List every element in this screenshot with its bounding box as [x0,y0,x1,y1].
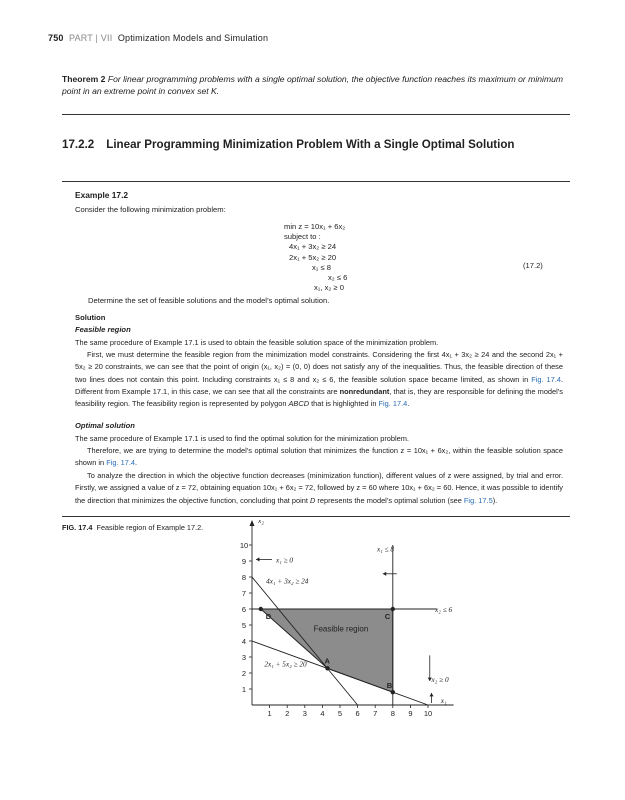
vertex-label-b: B [386,681,393,691]
arrow-x1-upper-head [383,572,386,576]
label-x1-upper: x₁ ≤ 8 [376,544,395,554]
optimal-paragraph-2 [75,445,563,470]
equation-number: (17.2) [523,261,543,270]
polygon-name: ABCD [288,399,310,409]
optimal-solution-heading: Optimal solution [75,421,135,430]
fig-17-5-link[interactable]: Fig. 17.5 [463,495,493,505]
equation-constraint-4: x₂ ≤ 6 [328,273,348,283]
vertex-point-b [391,690,395,694]
part-number: VII [100,33,113,43]
running-header [48,33,268,43]
feasible-paragraph-1: The same procedure of Example 17.1 is used to obtain the feasible solution space of the minimization problem. [75,338,439,347]
x-axis-label: x₁ [440,696,447,705]
nonredundant-term: nonredundant [339,386,390,396]
arrow-x1-nonneg-head [256,557,259,561]
vertex-label-d: D [265,612,272,621]
section-heading [62,138,515,151]
label-x2-upper: x₂ ≤ 6 [435,605,453,615]
equation-system [284,222,364,293]
fig-17-4-link-2[interactable]: Fig. 17.4 [378,399,408,409]
figure-label: FIG. 17.4 [62,523,93,532]
optimal-p3-text-c: ). [492,495,498,505]
part-label: PART [69,33,93,43]
x-tick-label: 9 [408,709,413,718]
example-task: Determine the set of feasible solutions and the model’s optimal solution. [88,296,330,305]
feasible-p2-text-c: , that is, they are responsible for defining the model’s feasibility region. The feasibility region is represented by polygon [75,386,563,409]
equation-constraint-2: 2x₁ + 5x₂ ≥ 20 [289,252,337,262]
example-intro: Consider the following minimization problem: [75,205,226,214]
fig-17-4-link[interactable]: Fig. 17.4 [531,374,561,384]
vertex-label-c: C [384,612,391,621]
optimal-p2-text-b: . [135,458,138,468]
label-constraint-1: 4x₁ + 3x₂ ≥ 24 [266,576,309,586]
feasible-region-polygon [261,609,393,692]
theorem-label: Theorem 2 [62,74,106,84]
x-tick-label: 7 [373,709,378,718]
optimal-paragraph-1: The same procedure of Example 17.1 is used to find the optimal solution for the minimization problem. [75,434,409,443]
y-tick-label: 8 [241,573,247,582]
equation-constraint-3: x₁ ≤ 8 [312,262,331,272]
x-tick-label: 2 [285,709,290,718]
y-axis-arrow [250,520,255,526]
example-title: Example 17.2 [75,190,129,200]
y-tick-label: 5 [241,621,247,630]
optimal-p3-text-b: represents the model’s optimal solution (see [315,495,464,505]
equation-objective: min z = 10x₁ + 6x₂ [284,222,346,231]
page-number: 750 [48,33,64,43]
feasible-p2-text-d: that is highlighted in [309,399,379,409]
section-title: Linear Programming Minimization Problem With a Single Optimal Solution [106,138,515,151]
section-number: 17.2.2 [62,138,95,151]
y-tick-label: 9 [241,557,247,566]
y-tick-label: 2 [241,669,247,678]
equation-constraint-1: 4x₁ + 3x₂ ≥ 24 [289,242,337,252]
fig-17-4-link-3[interactable]: Fig. 17.4 [106,458,135,468]
y-axis-label: x₂ [258,520,264,525]
equation-constraint-5: x₁, x₂ ≥ 0 [314,283,344,293]
feasible-p2-text-e: . [407,399,410,409]
example-top-rule [62,181,570,182]
example-bottom-rule [62,516,570,517]
optimal-paragraph-3 [75,470,563,507]
theorem-divider [62,114,570,115]
optimal-p3-text-a: To analyze the direction in which the objective function decreases (minimization function), different values of z were assigned, by trial and error. Firstly, we assigned a value of z = 72, obtaining equation 10x₁ + 6x₂ = 72, followed by z = 60 where 10x₁ + 6x₂ = 60. Hence, it was possible to identify the direction that minimizes the objective function, concluding that point [75,471,563,505]
equation-subject-to: subject to : [284,232,321,242]
y-tick-label: 4 [241,637,247,646]
solution-heading: Solution [75,313,106,322]
optimal-point-name: D [310,495,316,505]
label-x1-nonneg: x₁ ≥ 0 [276,555,294,565]
feasible-paragraph-2 [75,349,563,410]
x-tick-label: 4 [320,709,325,718]
x-tick-label: 5 [337,709,343,718]
y-tick-label: 3 [241,653,247,662]
header-separator: | [95,33,99,43]
y-tick-label: 10 [239,541,249,550]
theorem-text: For linear programming problems with a single optimal solution, the objective function reaches its maximum or minimum point in an extreme point in convex set K. [62,74,564,96]
arrow-x2-nonneg-head [429,693,433,696]
figure-caption-text: Feasible region of Example 17.2. [96,523,204,532]
x-tick-label: 3 [302,709,307,718]
optimal-p2-text-a: Therefore, we are trying to determine the model’s optimal solution that minimizes the function z = 10x₁ + 6x₂, within the feasible solution space shown in [75,446,563,468]
part-title: Optimization Models and Simulation [117,33,269,43]
x-tick-label: 6 [355,709,360,718]
y-tick-label: 7 [241,589,247,598]
vertex-label-a: A [324,656,330,666]
feasible-p2-text-a: First, we must determine the feasible region from the minimization model constraints. Considering the first 4x₁ + 3x₂ ≥ 24 and the second 2x₁ + 5x₂ ≥ 20 constraints, we can see that the point of origin (x₁, x₂) = (0, 0) does not satisfy any of the inequalities. Thus, the feasible direction of these two lines does not contain this point. Including constraints x₁ ≤ 8 and x₂ ≤ 6, the feasible solution space became limited, as shown in [75,350,563,384]
theorem-block [62,73,570,97]
y-tick-label: 1 [241,685,247,694]
y-tick-label: 6 [241,605,247,614]
label-x2-nonneg: x₂ ≥ 0 [431,674,449,684]
figure-caption [62,523,203,532]
feasible-p2-text-b: . Different from Example 17.1, in this case, we can see that all the constraints are [75,374,564,396]
feasible-region-heading: Feasible region [75,325,131,334]
vertex-point-c [391,607,395,611]
feasible-region-label: Feasible region [313,624,369,634]
x-tick-label: 10 [423,709,433,718]
label-constraint-2: 2x₁ + 5x₂ ≥ 20 [264,659,307,669]
vertex-point-a [325,666,329,670]
feasible-region-chart [220,520,520,720]
x-tick-label: 1 [267,709,272,718]
x-tick-label: 8 [390,709,395,718]
vertex-point-d [259,607,263,611]
